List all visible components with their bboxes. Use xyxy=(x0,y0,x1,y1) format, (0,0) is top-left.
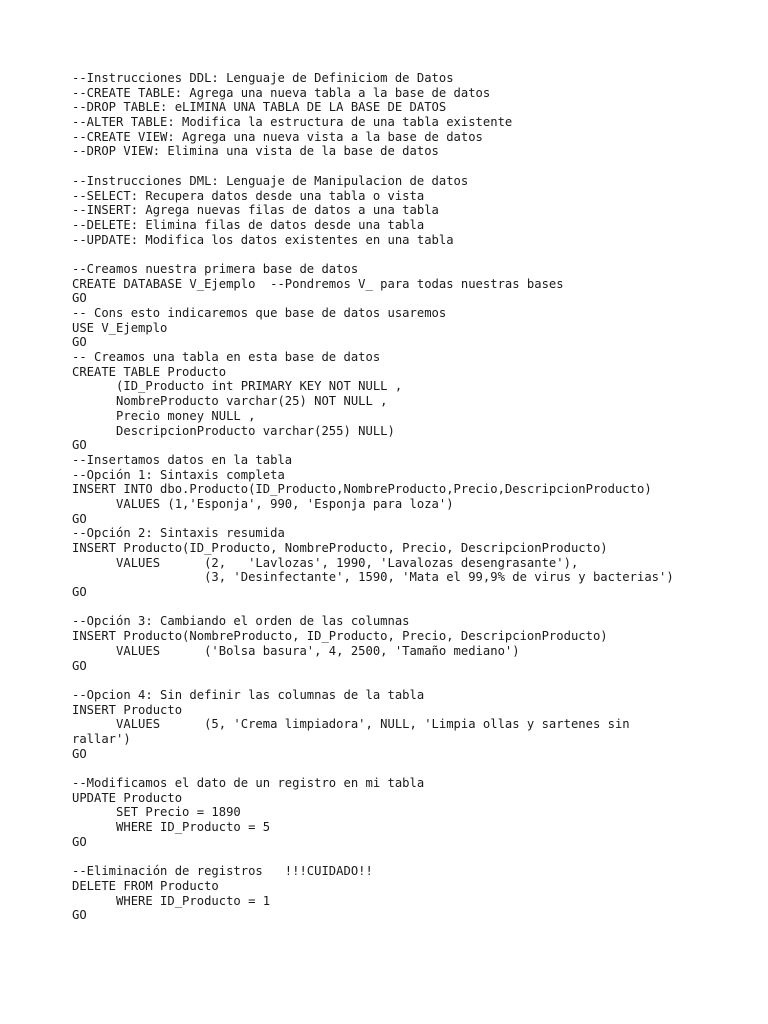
code-line: GO xyxy=(72,438,87,453)
code-line: --UPDATE: Modifica los datos existentes en una tabla xyxy=(72,232,454,247)
code-line: --CREATE TABLE: Agrega una nueva tabla a la base de datos xyxy=(72,85,491,100)
code-line: VALUES (5, 'Crema limpiadora', NULL, 'Limpia ollas y sartenes sin xyxy=(72,717,630,732)
code-line: WHERE ID_Producto = 1 xyxy=(72,893,271,908)
code-line: GO xyxy=(72,335,87,350)
code-line: VALUES ('Bolsa basura', 4, 2500, 'Tamaño mediano') xyxy=(72,643,520,658)
code-line: INSERT INTO dbo.Producto(ID_Producto,NombreProducto,Precio,DescripcionProducto) xyxy=(72,482,652,497)
document-page xyxy=(72,71,732,923)
blank-line xyxy=(72,600,732,615)
code-line: (3, 'Desinfectante', 1590, 'Mata el 99,9% de virus y bacterias') xyxy=(72,570,674,585)
code-line: USE V_Ejemplo xyxy=(72,320,168,335)
code-line: (ID_Producto int PRIMARY KEY NOT NULL , xyxy=(72,379,403,394)
code-line: SET Precio = 1890 xyxy=(72,805,241,820)
blank-line xyxy=(72,761,732,776)
code-line: GO xyxy=(72,834,87,849)
code-line: --Creamos nuestra primera base de datos xyxy=(72,261,359,276)
code-line: -- Creamos una tabla en esta base de datos xyxy=(72,350,381,365)
code-line: --Opción 3: Cambiando el orden de las columnas xyxy=(72,614,410,629)
code-line: GO xyxy=(72,511,87,526)
code-line: --Instrucciones DDL: Lenguaje de Definiciom de Datos xyxy=(72,71,454,85)
code-line: GO xyxy=(72,908,87,923)
code-line: --ALTER TABLE: Modifica la estructura de una tabla existente xyxy=(72,115,513,130)
code-line: VALUES (2, 'Lavlozas', 1990, 'Lavalozas desengrasante'), xyxy=(72,555,579,570)
code-line: WHERE ID_Producto = 5 xyxy=(72,820,271,835)
code-line: GO xyxy=(72,585,87,600)
code-line: GO xyxy=(72,291,87,306)
code-line: --INSERT: Agrega nuevas filas de datos a una tabla xyxy=(72,203,439,218)
code-line: --Eliminación de registros !!!CUIDADO!! xyxy=(72,864,373,879)
code-line: --Opción 1: Sintaxis completa xyxy=(72,467,285,482)
code-line: --Opción 2: Sintaxis resumida xyxy=(72,526,285,541)
code-line: DescripcionProducto varchar(255) NULL) xyxy=(72,423,395,438)
code-line: INSERT Producto(NombreProducto, ID_Producto, Precio, DescripcionProducto) xyxy=(72,629,608,644)
code-line: rallar') xyxy=(72,731,131,746)
code-line: UPDATE Producto xyxy=(72,790,183,805)
code-line: GO xyxy=(72,746,87,761)
code-line: --Instrucciones DML: Lenguaje de Manipulacion de datos xyxy=(72,173,469,188)
code-line: --SELECT: Recupera datos desde una tabla o vista xyxy=(72,188,425,203)
code-line: --DROP VIEW: Elimina una vista de la base de datos xyxy=(72,144,439,159)
blank-line xyxy=(72,849,732,864)
code-line: INSERT Producto(ID_Producto, NombreProducto, Precio, DescripcionProducto) xyxy=(72,541,608,555)
code-line: --DELETE: Elimina filas de datos desde una tabla xyxy=(72,217,425,232)
code-line: CREATE DATABASE V_Ejemplo --Pondremos V_ para todas nuestras bases xyxy=(72,276,564,291)
code-line: --Opcion 4: Sin definir las columnas de la tabla xyxy=(72,687,425,702)
code-line: NombreProducto varchar(25) NOT NULL , xyxy=(72,394,388,409)
code-line: INSERT Producto xyxy=(72,702,183,717)
blank-line xyxy=(72,673,732,688)
code-line: --Modificamos el dato de un registro en mi tabla xyxy=(72,776,425,790)
code-line: GO xyxy=(72,658,87,673)
blank-line xyxy=(72,247,732,262)
blank-line xyxy=(72,159,732,174)
code-line: Precio money NULL , xyxy=(72,408,256,423)
code-line: DELETE FROM Producto xyxy=(72,878,219,893)
code-line: --Insertamos datos en la tabla xyxy=(72,452,293,467)
code-line: -- Cons esto indicaremos que base de datos usaremos xyxy=(72,306,447,320)
code-line: CREATE TABLE Producto xyxy=(72,364,227,379)
code-line: VALUES (1,'Esponja', 990, 'Esponja para loza') xyxy=(72,496,454,511)
code-line: --DROP TABLE: eLIMINA UNA TABLA DE LA BASE DE DATOS xyxy=(72,100,447,115)
code-line: --CREATE VIEW: Agrega una nueva vista a la base de datos xyxy=(72,129,483,144)
